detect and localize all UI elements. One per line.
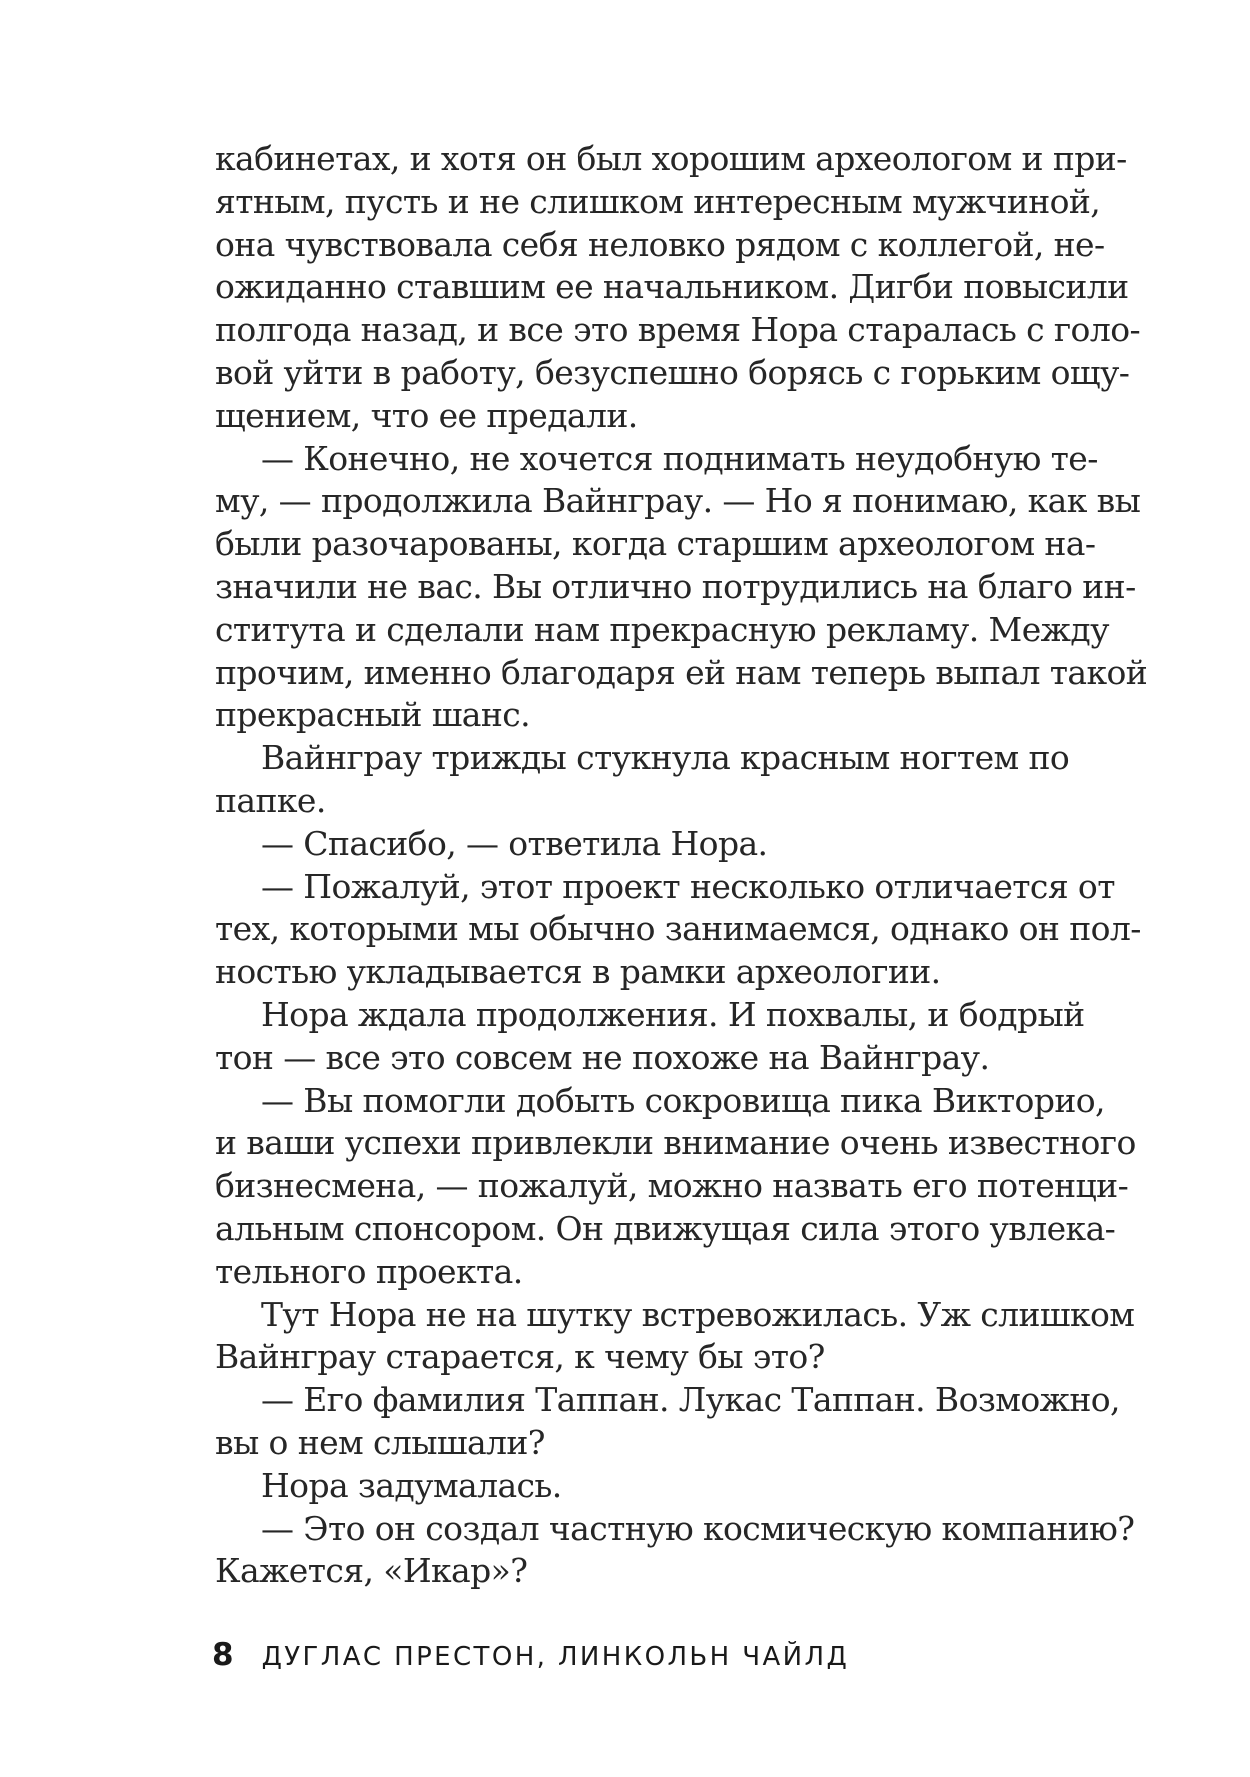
text-line: полгода назад, и все это время Нора старалась с голо-	[215, 310, 1141, 350]
text-line: Тут Нора не на шутку встревожилась. Уж слишком	[261, 1294, 1135, 1334]
running-head: ДУГЛАС ПРЕСТОН, ЛИНКОЛЬН ЧАЙЛД	[261, 1642, 850, 1672]
text-line: — Конечно, не хочется поднимать неудобную те-	[261, 438, 1098, 478]
text-line: Кажется, «Икар»?	[215, 1551, 528, 1591]
text-line: Нора ждала продолжения. И похвалы, и бодрый	[261, 994, 1085, 1034]
text-line: ятным, пусть и не слишком интересным мужчиной,	[215, 181, 1101, 221]
text-line: — Вы помогли добыть сокровища пика Викторио,	[261, 1080, 1105, 1120]
text-line: ностью укладывается в рамки археологии.	[215, 952, 941, 992]
text-line: — Его фамилия Таппан. Лукас Таппан. Возможно,	[261, 1380, 1120, 1420]
text-line: были разочарованы, когда старшим археологом на-	[215, 524, 1096, 564]
text-line: — Пожалуй, этот проект несколько отличается от	[261, 866, 1115, 906]
text-line: ожиданно ставшим ее начальником. Дигби повысили	[215, 267, 1129, 307]
text-line: щением, что ее предали.	[215, 395, 638, 435]
page-footer	[212, 1637, 849, 1673]
text-line: тон — все это совсем не похоже на Вайнграу.	[215, 1037, 990, 1077]
text-line: вы о нем слышали?	[215, 1422, 545, 1462]
body-text	[215, 138, 1148, 1593]
text-line: — Это он создал частную космическую компанию?	[261, 1508, 1135, 1548]
text-line: Нора задумалась.	[261, 1465, 562, 1505]
text-line: Вайнграу старается, к чему бы это?	[215, 1337, 825, 1377]
text-line: значили не вас. Вы отлично потрудились на благо ин-	[215, 566, 1136, 606]
text-line: Вайнграу трижды стукнула красным ногтем по	[261, 738, 1070, 778]
text-line: прекрасный шанс.	[215, 695, 531, 735]
text-line: кабинетах, и хотя он был хорошим археологом и при-	[215, 139, 1127, 178]
text-line: му, — продолжила Вайнграу. — Но я понимаю, как вы	[215, 481, 1141, 521]
text-line: тельного проекта.	[215, 1251, 523, 1291]
text-line: тех, которыми мы обычно занимаемся, однако он пол-	[215, 909, 1141, 949]
text-line: ститута и сделали нам прекрасную рекламу. Между	[215, 609, 1109, 649]
page-number: 8	[212, 1637, 234, 1673]
text-line: она чувствовала себя неловко рядом с коллегой, не-	[215, 224, 1105, 264]
text-line: прочим, именно благодаря ей нам теперь выпал такой	[215, 652, 1148, 692]
text-line: — Спасибо, — ответила Нора.	[261, 823, 768, 863]
text-line: вой уйти в работу, безуспешно борясь с горьким ощу-	[215, 352, 1130, 392]
text-line: альным спонсором. Он движущая сила этого увлека-	[215, 1208, 1116, 1248]
text-line: бизнесмена, — пожалуй, можно назвать его потенци-	[215, 1166, 1129, 1206]
text-line: папке.	[215, 780, 326, 820]
text-line: и ваши успехи привлекли внимание очень известного	[215, 1123, 1136, 1163]
